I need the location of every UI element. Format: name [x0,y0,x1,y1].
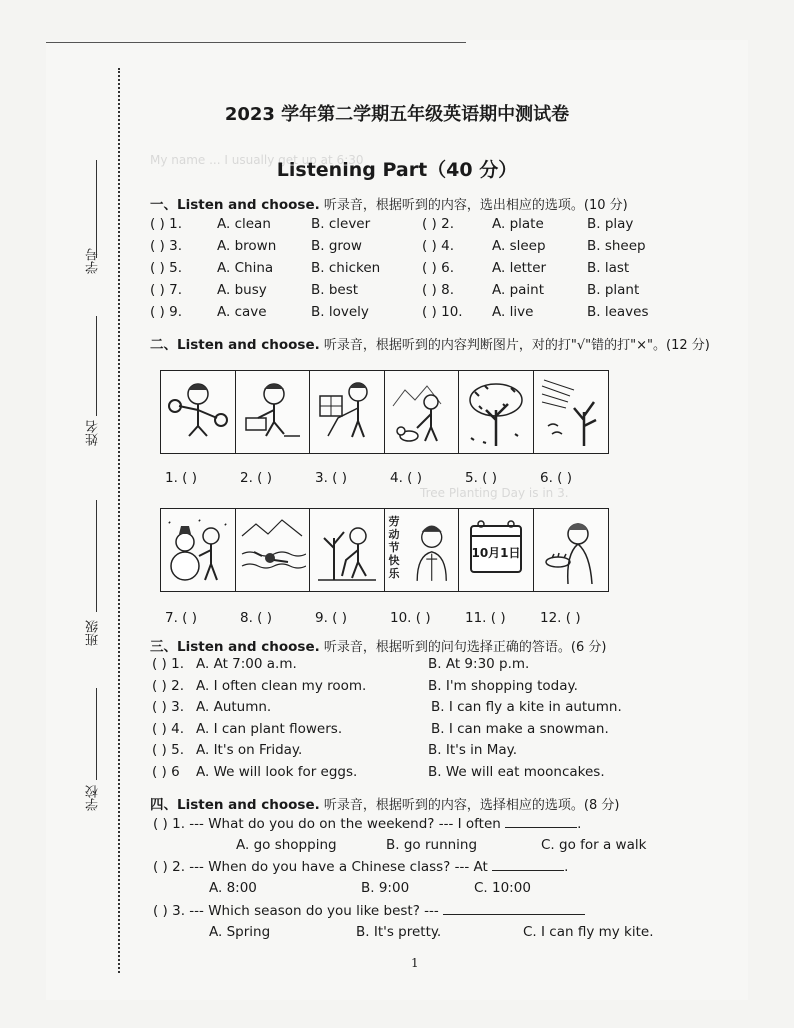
question-blank[interactable]: ( ) 1. [150,216,182,232]
option-text: B. best [311,282,359,298]
answer-blank-8[interactable]: 8. ( ) [240,610,272,626]
answer-option[interactable]: A. We will look for eggs. [196,763,358,780]
option-text: B. lovely [311,304,369,320]
bleed-through-text: Tree Planting Day is in 3. [420,486,569,500]
q3-stem: ( ) 3. --- Which season do you like best? --- [153,903,439,919]
section2-heading [150,333,710,353]
answer-blank-4[interactable]: 4. ( ) [390,470,422,486]
part-title: Listening Part（40 分） [276,159,518,181]
question-blank[interactable]: ( ) 10. [422,304,463,320]
section2-heading-zh: 听录音，根据听到的内容判断图片，对的打"√"错的打"×"。(12 分) [323,338,710,353]
q3-option-a[interactable]: A. Spring [209,924,271,940]
q1-stem: ( ) 1. --- What do you do on the weekend? --- I often [153,816,501,832]
picture-2 [235,370,311,454]
picture-12 [533,508,609,592]
q3-answer-blank[interactable] [443,914,585,915]
walking-dog-icon [389,376,455,448]
option-text: B. clever [311,216,371,232]
binding-dotted-line [118,68,120,973]
answer-blank-1[interactable]: 1. ( ) [165,470,197,486]
question-blank[interactable]: ( ) 8. [422,282,454,298]
picture-8 [235,508,311,592]
name-label: 姓名 [86,420,101,446]
answer-option[interactable]: A. I can plant flowers. [196,720,343,737]
answer-option[interactable]: B. It's in May. [428,742,518,758]
swimming-icon [240,514,306,586]
page-number: 1 [411,956,419,970]
answer-blank-3[interactable]: 3. ( ) [315,470,347,486]
answer-blank-6[interactable]: 6. ( ) [540,470,572,486]
option-text: A. busy [217,282,267,298]
q3-option-b[interactable]: B. It's pretty. [356,924,442,940]
answer-option[interactable]: B. I can make a snowman. [431,720,609,737]
labour-day-text: 劳动节快乐 [388,515,400,580]
answer-option[interactable]: B. I can fly a kite in autumn. [431,699,622,715]
section4-heading [150,793,619,813]
option-text: A. plate [492,216,544,232]
top-rule [46,42,466,43]
picture-11 [458,508,534,592]
answer-blank-11[interactable]: 11. ( ) [465,610,506,626]
answer-option[interactable]: A. I often clean my room. [196,677,367,694]
section4-heading-en: 四、Listen and choose. [150,797,320,813]
option-text: B. leaves [587,304,649,320]
section4-q2: ( ) 2. --- When do you have a Chinese class? --- At . [153,859,569,875]
dumbbell-girl-icon [165,376,231,448]
question-blank[interactable]: ( ) 4. [422,238,454,254]
class-label: 班级 [86,620,101,646]
exam-title: 2023 学年第二学期五年级英语期中测试卷 [224,104,570,125]
section2-heading-en: 二、Listen and choose. [150,337,320,353]
option-text: B. last [587,260,630,276]
option-text: B. chicken [311,260,381,276]
option-text: A. live [492,304,534,320]
question-blank[interactable]: ( ) 1. [152,656,184,672]
q2-stem: ( ) 2. --- When do you have a Chinese class? --- At [153,859,488,875]
section3-heading-zh: 听录音，根据听到的问句选择正确的答语。(6 分) [323,640,607,655]
option-text: A. cave [217,304,267,320]
option-text: B. sheep [587,238,646,254]
q2-option-b[interactable]: B. 9:00 [361,880,410,896]
option-text: A. China [217,260,274,276]
section4-heading-zh: 听录音，根据听到的内容，选择相应的选项。(8 分) [323,798,620,813]
class-line[interactable] [96,500,97,612]
option-text: A. clean [217,216,271,232]
question-blank[interactable]: ( ) 5. [152,742,184,758]
option-text: B. plant [587,282,640,298]
picture-row-2-answers [165,610,615,626]
answer-blank-7[interactable]: 7. ( ) [165,610,197,626]
question-blank[interactable]: ( ) 7. [150,282,182,298]
question-blank[interactable]: ( ) 3. [152,699,184,715]
question-blank[interactable]: ( ) 2. [152,677,184,694]
picture-5 [458,370,534,454]
school-label: 学校 [86,785,101,811]
question-blank[interactable]: ( ) 5. [150,260,182,276]
section1-heading-zh: 听录音，根据听到的内容，选出相应的选项。(10 分) [323,198,628,213]
answer-option[interactable]: A. At 7:00 a.m. [196,656,297,672]
calendar-date-text: 10月1日 [471,545,521,560]
girl-sweeping-icon [314,376,380,448]
picture-7 [160,508,236,592]
planting-tree-icon [314,514,380,586]
q2-option-a[interactable]: A. 8:00 [209,880,257,896]
name-line[interactable] [96,316,97,416]
answer-blank-9[interactable]: 9. ( ) [315,610,347,626]
question-blank[interactable]: ( ) 6 [152,763,180,780]
boy-cooking-icon [240,376,306,448]
bleed-through-text: My name ... I usually get up at 6:30 [150,153,364,167]
picture-row-2 [160,508,607,592]
option-text: B. play [587,216,634,232]
question-blank[interactable]: ( ) 9. [150,304,182,320]
section4-q3 [153,903,585,919]
question-blank[interactable]: ( ) 4. [152,720,184,737]
question-blank[interactable]: ( ) 6. [422,260,454,276]
school-line[interactable] [96,688,97,780]
picture-row-1-answers [165,470,615,486]
answer-option[interactable]: A. Autumn. [196,699,272,715]
picture-row-1 [160,370,607,454]
answer-blank-10[interactable]: 10. ( ) [390,610,431,626]
picture-3 [309,370,385,454]
answer-option[interactable]: B. At 9:30 p.m. [428,656,530,672]
question-blank[interactable]: ( ) 3. [150,238,182,254]
picture-1 [160,370,236,454]
q3-option-c[interactable]: C. I can fly my kite. [523,924,654,940]
answer-blank-2[interactable]: 2. ( ) [240,470,272,486]
answer-option[interactable]: B. We will eat mooncakes. [428,763,605,780]
picture-6 [533,370,609,454]
student-id-label: 学号 [86,248,101,274]
option-text: A. sleep [492,238,546,254]
q2-option-c[interactable]: C. 10:00 [474,880,531,896]
section1-heading-en: 一、Listen and choose. [150,197,320,213]
picture-4 [384,370,460,454]
autumn-leaves-icon [463,376,529,448]
picture-9 [309,508,385,592]
q1-answer-blank[interactable] [505,827,577,828]
section4-q1: ( ) 1. --- What do you do on the weekend? --- I often . [153,816,582,832]
grandma-cooking-icon [538,514,604,586]
answer-option[interactable]: B. I'm shopping today. [428,677,578,694]
labour-day-worker-icon [399,514,459,586]
q2-answer-blank[interactable] [492,870,564,871]
q1-option-b[interactable]: B. go running [386,837,478,853]
q1-option-a[interactable]: A. go shopping [236,837,337,853]
answer-blank-12[interactable]: 12. ( ) [540,610,581,626]
question-blank[interactable]: ( ) 2. [422,216,454,232]
option-text: B. grow [311,238,362,254]
answer-blank-5[interactable]: 5. ( ) [465,470,497,486]
snowman-icon [165,514,231,586]
picture-10 [384,508,460,592]
answer-option[interactable]: A. It's on Friday. [196,742,303,758]
section3-heading-en: 三、Listen and choose. [150,639,320,655]
q1-option-c[interactable]: C. go for a walk [541,837,647,853]
option-text: A. paint [492,282,545,298]
section3-heading [150,635,606,655]
windy-tree-icon [538,376,604,448]
option-text: A. brown [217,238,277,254]
section1-heading [150,193,628,213]
option-text: A. letter [492,260,547,276]
